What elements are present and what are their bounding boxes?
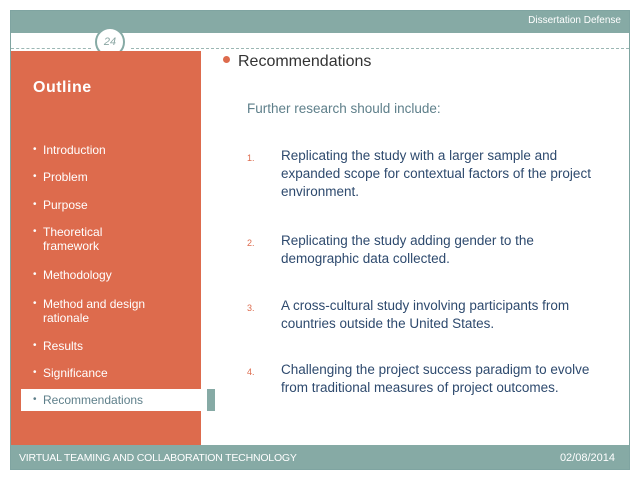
bullet-icon: • <box>33 199 37 210</box>
recommendation-item: 2. Replicating the study adding gender to the demographic data collected. <box>247 233 534 266</box>
section-heading: Recommendations <box>223 53 371 71</box>
bullet-icon: • <box>33 269 37 280</box>
outline-item-significance[interactable]: • Significance <box>33 366 108 380</box>
bullet-icon: • <box>33 298 37 309</box>
header-divider-right <box>131 48 629 49</box>
recommendation-item: 3. A cross-cultural study involving participants from countries outside the United States. <box>247 298 570 331</box>
outline-item-recommendations[interactable]: • Recommendations <box>21 389 215 411</box>
slide-number: 24 <box>103 36 117 48</box>
slide-frame <box>10 10 630 470</box>
recommendation-item: 4. Challenging the project success paradigm to evolve from traditional measures of project outcomes. <box>247 362 590 395</box>
outline-item-introduction[interactable]: • Introduction <box>33 143 106 157</box>
bullet-icon: • <box>33 367 37 378</box>
outline-item-theoretical-framework[interactable]: • Theoretical framework <box>33 225 103 253</box>
bullet-icon: • <box>33 340 37 351</box>
recommendation-item: 1. Replicating the study with a larger sample and expanded scope for contextual factors of the project environment. <box>247 148 591 199</box>
outline-item-methodology[interactable]: • Methodology <box>33 268 112 282</box>
outline-title: Outline <box>33 79 92 96</box>
bullet-icon: • <box>33 394 37 405</box>
intro-text: Further research should include: <box>247 101 441 116</box>
outline-item-purpose[interactable]: • Purpose <box>33 198 88 212</box>
outline-item-results[interactable]: • Results <box>33 339 84 353</box>
footer-date: 02/08/2014 <box>559 452 615 464</box>
presentation-title: Dissertation Defense <box>528 15 621 26</box>
footer-title: VIRTUAL TEAMING AND COLLABORATION TECHNOLOGY <box>19 452 297 464</box>
header-divider-left <box>11 48 91 49</box>
bullet-icon: • <box>33 226 37 237</box>
outline-item-method-design[interactable]: • Method and design rationale <box>33 297 146 325</box>
bullet-icon: • <box>33 171 37 182</box>
bullet-icon: • <box>33 144 37 155</box>
bullet-dot-icon <box>223 56 230 63</box>
outline-item-problem[interactable]: • Problem <box>33 170 88 184</box>
